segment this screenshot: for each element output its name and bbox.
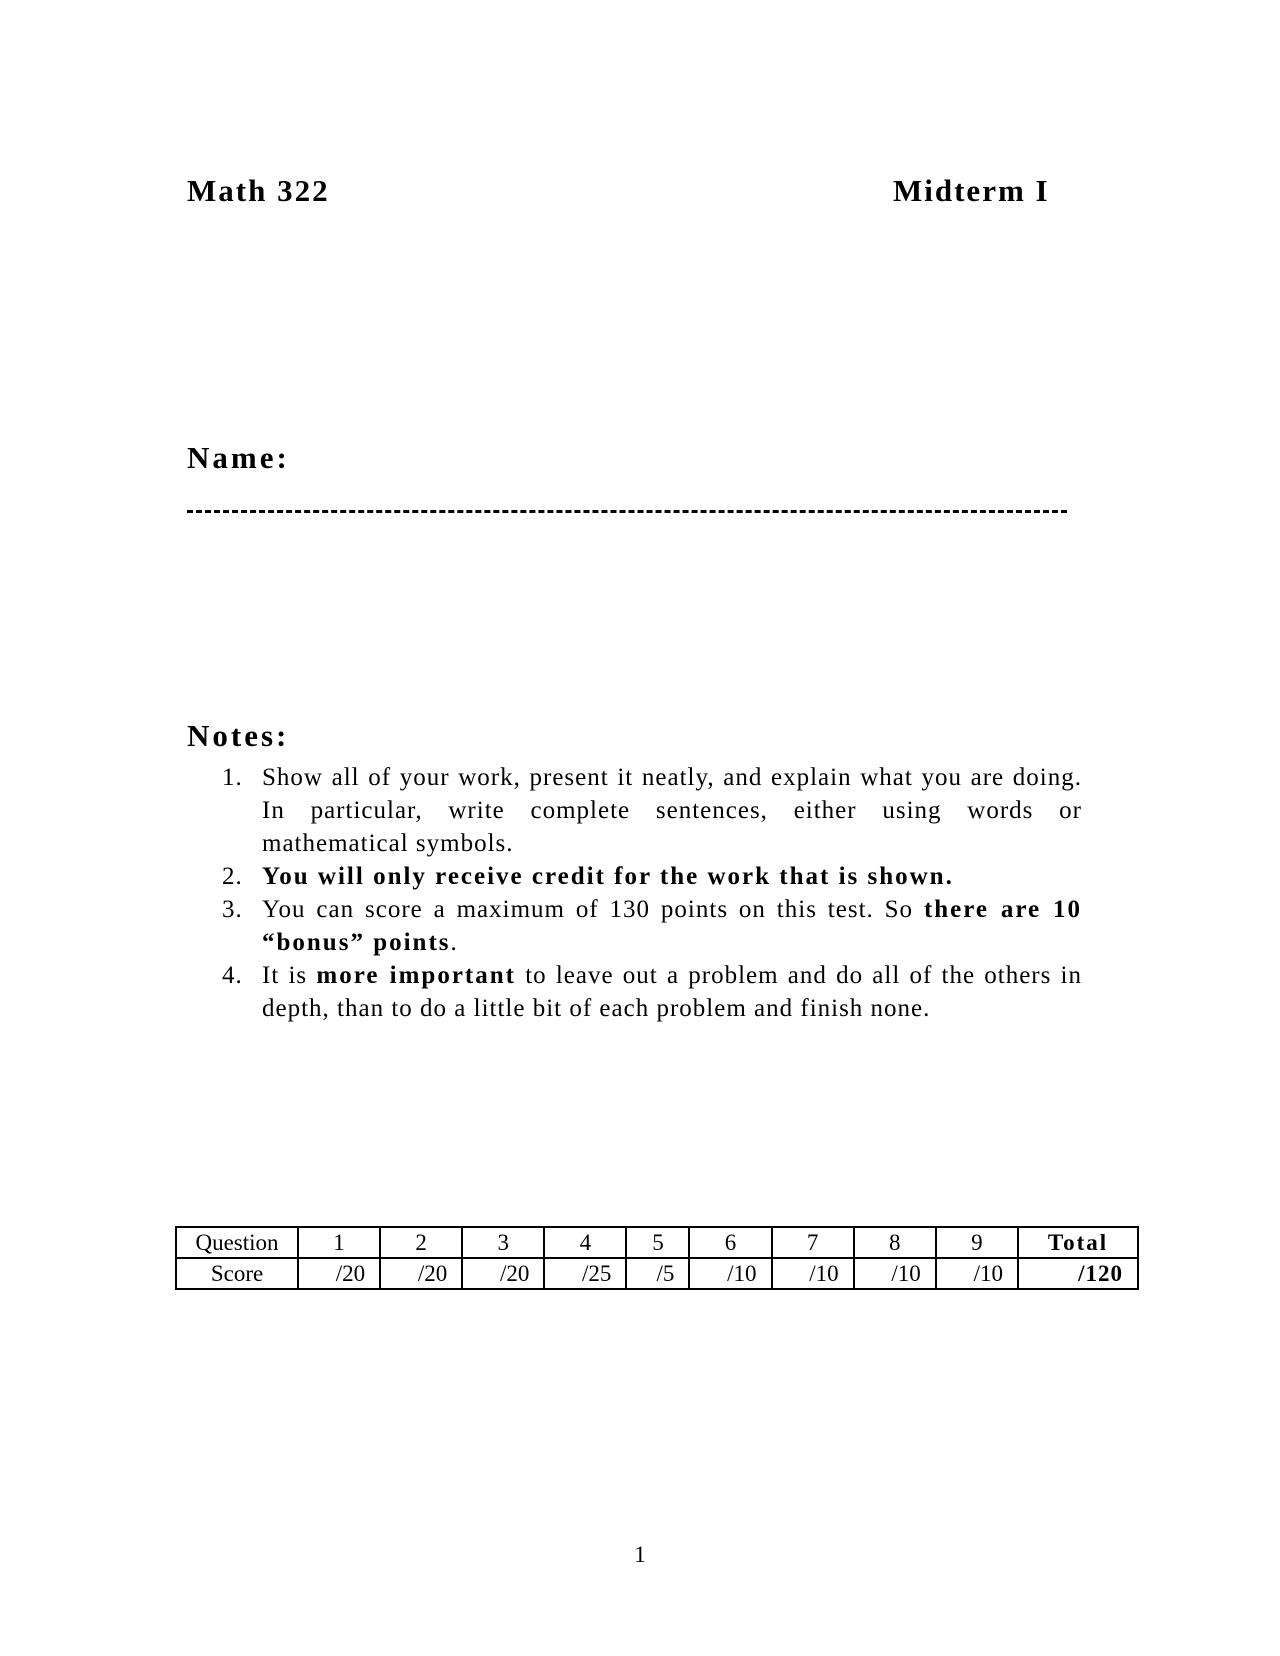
- question-number: 1: [298, 1227, 380, 1258]
- score-cell: /20: [462, 1258, 544, 1289]
- note-text-after: .: [450, 929, 458, 956]
- note-text: [262, 959, 1082, 1025]
- note-number: 4.: [222, 962, 243, 989]
- note-item-4: [222, 959, 1082, 1025]
- note-text-before: It is: [262, 962, 317, 989]
- question-number: 2: [380, 1227, 462, 1258]
- note-item-3: [222, 893, 1082, 959]
- question-number: 9: [936, 1227, 1018, 1258]
- score-row: [176, 1258, 1138, 1289]
- note-number: 2.: [222, 863, 243, 890]
- total-score: /120: [1018, 1258, 1138, 1289]
- question-number: 7: [772, 1227, 854, 1258]
- score-cell: /20: [380, 1258, 462, 1289]
- question-number: 6: [689, 1227, 771, 1258]
- question-row: [176, 1227, 1138, 1258]
- note-text-before: You can score a maximum of 130 points on this test. So: [262, 896, 924, 923]
- question-number: 3: [462, 1227, 544, 1258]
- score-cell: /10: [689, 1258, 771, 1289]
- course-title: Math 322: [187, 173, 330, 208]
- notes-list: [222, 761, 1082, 1025]
- note-number: 3.: [222, 896, 243, 923]
- question-number: 5: [626, 1227, 689, 1258]
- total-label: Total: [1018, 1227, 1138, 1258]
- name-label: Name:: [187, 440, 290, 475]
- score-cell: /10: [936, 1258, 1018, 1289]
- notes-heading: Notes:: [187, 718, 290, 753]
- question-row-label: Question: [176, 1227, 298, 1258]
- note-text: [262, 893, 1082, 959]
- note-item-2: [222, 860, 1082, 893]
- score-row-label: Score: [176, 1258, 298, 1289]
- exam-title: Midterm I: [893, 173, 1050, 208]
- name-blank-line[interactable]: [187, 488, 1067, 513]
- note-text: Show all of your work, present it neatly, and explain what you are doing. In particular, write complete sentences, either using words or mathematical symbols.: [262, 764, 1082, 857]
- note-text: [262, 860, 1082, 893]
- score-cell: /10: [854, 1258, 936, 1289]
- page-number: 1: [634, 1542, 646, 1567]
- score-cell: /10: [772, 1258, 854, 1289]
- note-bold-text: more important: [316, 962, 516, 989]
- note-text-after: to leave out a problem and do all of the others in depth, than to do a little bit of each problem and finish none.: [262, 962, 1083, 1022]
- note-bold-text: there are 10 “bonus” points: [262, 896, 1082, 956]
- note-item-1: [222, 761, 1082, 860]
- note-number: 1.: [222, 764, 243, 791]
- question-number: 8: [854, 1227, 936, 1258]
- score-cell: /25: [544, 1258, 626, 1289]
- score-cell: /20: [298, 1258, 380, 1289]
- score-table: [175, 1226, 1139, 1290]
- question-number: 4: [544, 1227, 626, 1258]
- score-cell: /5: [626, 1258, 689, 1289]
- note-bold-text: You will only receive credit for the work that is shown.: [262, 863, 954, 890]
